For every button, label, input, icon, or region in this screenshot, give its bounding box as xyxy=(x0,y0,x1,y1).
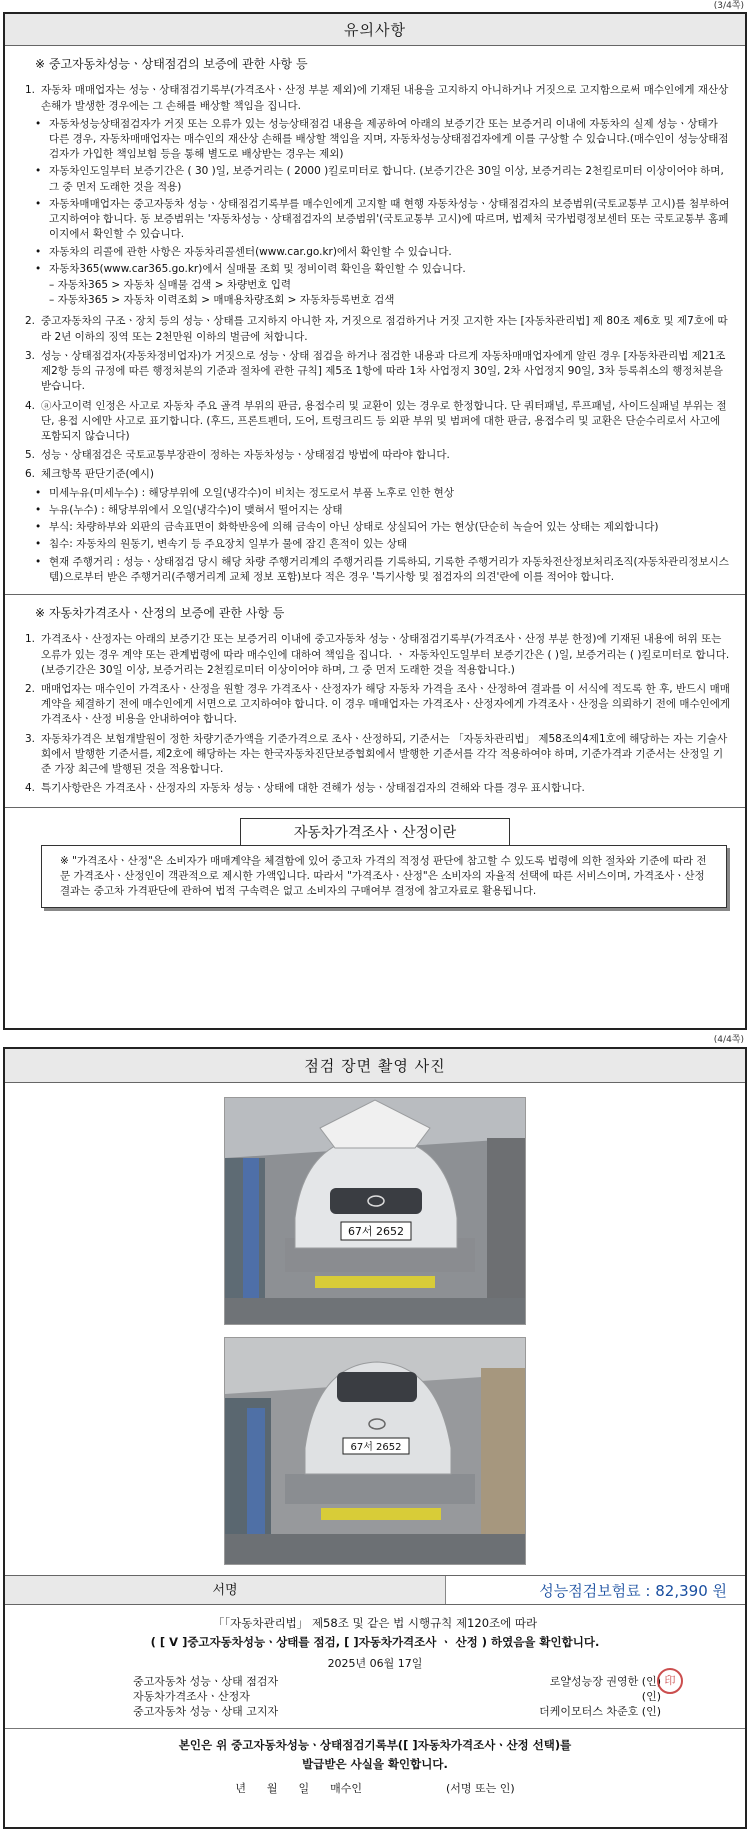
role-notifier: 중고자동차 성능ㆍ상태 고지자 xyxy=(133,1705,279,1719)
seal-stamp: 印 xyxy=(657,1668,683,1694)
price-box-title: 자동차가격조사ㆍ산정이란 xyxy=(240,818,510,845)
confirm-line-1: 본인은 위 중고자동차성능ㆍ상태점검기록부([ ]자동차가격조사ㆍ산정 선택)를 xyxy=(178,1738,572,1753)
list-item: 2. 중고자동차의 구조ㆍ장치 등의 성능ㆍ상태를 고지하지 아니한 자, 거짓으로 점검하거나 거짓 고지한 자는 [자동차관리법] 제 80조 제6호 및 제7호에 따라 2년 이하의 징역 또는 2천만원 이하의 벌금에 처합니다. xyxy=(25,315,728,343)
criteria-item: • 침수: 자동차의 원동기, 변속기 등 주요장치 일부가 물에 잠긴 흔적이 있는 상태 xyxy=(35,538,408,551)
list-item: • 자동차의 리콜에 관한 사항은 자동차리콜센터(www.car.go.kr)에서 확인할 수 있습니다. xyxy=(35,245,452,258)
photo-section-title: 점검 장면 촬영 사진 xyxy=(5,1049,745,1083)
role-inspector: 중고자동차 성능ㆍ상태 점검자 xyxy=(133,1675,279,1689)
criteria-item: • 현재 주행거리 : 성능ㆍ상태점검 당시 해당 차량 주행거리계의 주행거리를 기록하되, 기록한 주행거리가 자동차전산정보처리조직(자동차관리정보시스템)으로부터 받은 주행거리(주행거리계 교체 정보 포함)보다 적은 경우 '특기사항 및 점검자의 의견'란에 이를 적어야 합니다. xyxy=(35,555,729,583)
list-item: 5. 성능ㆍ상태점검은 국토교통부장관이 정하는 자동차성능ㆍ상태점검 방법에 따라야 합니다. xyxy=(25,449,450,462)
law-line-1: 「「자동차관리법」 제58조 및 같은 법 시행규칙 제120조에 따라 xyxy=(212,1616,538,1630)
page-number-3: (3/4쪽) xyxy=(713,1,744,11)
inspector-name: 로얄성능장 권영한 (인) xyxy=(549,1675,661,1689)
criteria-item: • 누유(누수) : 해당부위에서 오일(냉각수)이 맺혀서 떨어지는 상태 xyxy=(35,503,343,516)
inspection-photo-front xyxy=(224,1097,526,1325)
list-item: 3. 성능ㆍ상태점검자(자동차정비업자)가 거짓으로 성능ㆍ상태 점검을 하거나 점검한 내용과 다르게 자동차매매업자에게 알린 경우 [자동차관리법 제21조 제2항 등의 규정에 따른 행정처분의 기준과 절차에 관한 규칙] 제5조 1항에 따라 1차 사업정지 30일, 2차 사업정지 90일, 3차 등록취소의 행정처분을 받습니다. xyxy=(25,349,726,393)
list-item: 3. 자동차가격은 보험개발원이 정한 차량기준가액을 기준가격으로 조사ㆍ산정하되, 기준서는 「자동차관리법」 제58조의4제1호에 해당하는 자는 기술사회에서 발행한 기준서를, 제2호에 해당하는 자는 한국자동차진단보증협회에서 발행한 기준서를 각각 적용하여야 하며, 기준가격과 기준서는 산정일 기준 가장 최근에 발행된 것을 적용합니다. xyxy=(25,732,728,776)
section-heading: ※ 자동차가격조사ㆍ산정의 보증에 관한 사항 등 xyxy=(35,605,285,620)
price-assessor-name: (인) xyxy=(641,1690,661,1704)
buyer-signature-line: 년 월 일 매수인 (서명 또는 인) xyxy=(235,1781,515,1795)
page-title: 유의사항 xyxy=(5,14,745,46)
list-item: 1. 자동차 매매업자는 성능ㆍ상태점검기록부(가격조사ㆍ산정 부분 제외)에 기재된 내용을 고지하지 아니하거나 거짓으로 고지함으로써 매수인에게 재산상 손해가 발생한 경우에는 그 손해를 배상할 책임을 집니다. xyxy=(25,84,729,112)
list-item: • 자동차매매업자는 중고자동차 성능ㆍ상태점검기록부를 매수인에게 고지할 때 현행 자동차성능ㆍ상태점검자의 보증범위(국토교통부 고시)를 첨부하여 고지하여야 합니다. 동 보증범위는 '자동차성능ㆍ상태점검자의 보증범위'(국토교통부 고시)에 따르며, 법제처 국가법령정보센터 또는 국토교통부 홈페이지에서 확인할 수 있습니다. xyxy=(35,197,730,241)
page-number-4: (4/4쪽) xyxy=(713,1035,744,1045)
plate-number-1: 67서 2652 xyxy=(347,1225,405,1238)
sign-label: 서명 xyxy=(212,1583,238,1598)
list-item: • 자동차성능상태점검자가 거짓 또는 오류가 있는 성능상태점검 내용을 제공하여 아래의 보증기간 또는 보증거리 이내에 자동차의 실제 성능ㆍ상태가 다른 경우, 자동차매매업자는 매수인의 재산상 손해를 배상할 책임을 지며, 자동차성능상태점검자에게 이를 구상할 수 있습니다.(매수인이 성능상태점검자가 가입한 책임보험 등을 통해 별도로 배상받는 경우는 제외) xyxy=(35,117,729,161)
list-item: • 자동차365(www.car365.go.kr)에서 실매물 조회 및 정비이력 확인을 확인할 수 있습니다. xyxy=(35,262,466,275)
role-price-assessor: 자동차가격조사ㆍ산정자 xyxy=(133,1690,250,1704)
list-item: 4. ⓐ사고이력 인정은 사고로 자동차 주요 골격 부위의 판금, 용접수리 및 교환이 있는 경우로 한정합니다. 단 쿼터패널, 루프패널, 사이드실패널 부위는 절단, 용접 시에만 사고로 표기합니다. (후드, 프론트펜더, 도어, 트렁크리드 등 외판 부위 및 범퍼에 대한 판금, 용접수리 및 교환은 단순수리로서 사고에 포함되지 않습니다) xyxy=(25,399,727,442)
confirm-line-2: 발급받은 사실을 확인합니다. xyxy=(302,1756,448,1771)
car365-path: – 자동차365 > 자동차 이력조회 > 매매용차량조회 > 자동차등록번호 검색 xyxy=(49,294,395,307)
criteria-item: • 부식: 차량하부와 외판의 금속표면이 화학반응에 의해 금속이 아닌 상태로 상실되어 가는 현상(단순히 녹슬어 있는 상태는 제외합니다) xyxy=(35,521,659,534)
car-lift-photo xyxy=(225,1338,526,1565)
inspection-photo-rear xyxy=(224,1337,526,1565)
list-item: 1. 가격조사ㆍ산정자는 아래의 보증기간 또는 보증거리 이내에 중고자동차 성능ㆍ상태점검기록부(가격조사ㆍ산정 부분 한정)에 기재된 내용에 허위 또는 오류가 있는 경우 계약 또는 관계법령에 따라 매수인에 대하여 책임을 집니다. ㆍ 자동차인도일부터 보증기간은 ( )일, 보증거리는 ( )킬로미터로 합니다. (보증기간은 30일 이상, 보증거리는 2천킬로미터 이상이어야 하며, 그 중 먼저 도래한 것을 적용합니다.) xyxy=(25,633,730,676)
price-box-text: ※ "가격조사ㆍ산정"은 소비자가 매매계약을 체결함에 있어 중고차 가격의 적정성 판단에 참고할 수 있도록 법령에 의한 절차와 기준에 따라 전문 가격조사ㆍ산정인이 객관적으로 제시한 가액입니다. 따라서 "가격조사ㆍ산정"은 소비자의 자율적 선택에 따른 서비스이며, 가격조사ㆍ산정 결과는 중고차 가격판단에 관하여 법적 구속력은 없고 소비자의 구매여부 결정에 참고자료로 활용됩니다. xyxy=(41,845,727,909)
list-item: 2. 매매업자는 매수인이 가격조사ㆍ산정을 원할 경우 가격조사ㆍ산정자가 해당 자동차 가격을 조사ㆍ산정하여 결과를 이 서식에 적도록 한 후, 반드시 매매계약을 체결하기 전에 매수인에게 서면으로 고지하여야 합니다. 이 경우 매매업자는 가격조사ㆍ산정자에게 가격조사ㆍ산정을 의뢰하기 전에 매수인에게 가격조사ㆍ산정 비용을 안내하여야 합니다. xyxy=(25,683,731,726)
page-3-sheet xyxy=(3,12,747,1030)
car-lift-photo xyxy=(225,1098,526,1325)
page-4-sheet xyxy=(3,1047,747,1829)
signature-header xyxy=(5,1575,745,1605)
notifier-name: 더케이모터스 차준호 (인) xyxy=(539,1705,661,1719)
insurance-fee: 성능점검보험료 : 82,390 원 xyxy=(445,1576,745,1604)
list-item: 4. 특기사항란은 가격조사ㆍ산정자의 자동차 성능ㆍ상태에 대한 견해가 성능ㆍ상태점검자의 견해와 다를 경우 표시합니다. xyxy=(25,782,585,795)
criteria-item: • 미세누유(미세누수) : 해당부위에 오일(냉각수)이 비치는 정도로서 부품 노후로 인한 현상 xyxy=(35,486,454,499)
section-heading: ※ 중고자동차성능ㆍ상태점검의 보증에 관한 사항 등 xyxy=(35,57,308,71)
list-item: 6. 체크항목 판단기준(예시) xyxy=(25,468,154,481)
law-line-2: ( [ V ]중고자동차성능ㆍ상태를 점검, [ ]자동차가격조사 ㆍ 산정 ) 하였음을 확인합니다. xyxy=(150,1634,600,1649)
car365-path: – 자동차365 > 자동차 실매물 검색 > 차량번호 입력 xyxy=(49,279,292,292)
sign-date: 2025년 06월 17일 xyxy=(327,1657,423,1671)
plate-number-2: 67서 2652 xyxy=(350,1442,402,1453)
list-item: • 자동차인도일부터 보증기간은 ( 30 )일, 보증거리는 ( 2000 )킬로미터로 합니다. (보증기간은 30일 이상, 보증거리는 2천킬로미터 이상이어야 하며, 그 중 먼저 도래한 것을 적용) xyxy=(35,165,724,193)
